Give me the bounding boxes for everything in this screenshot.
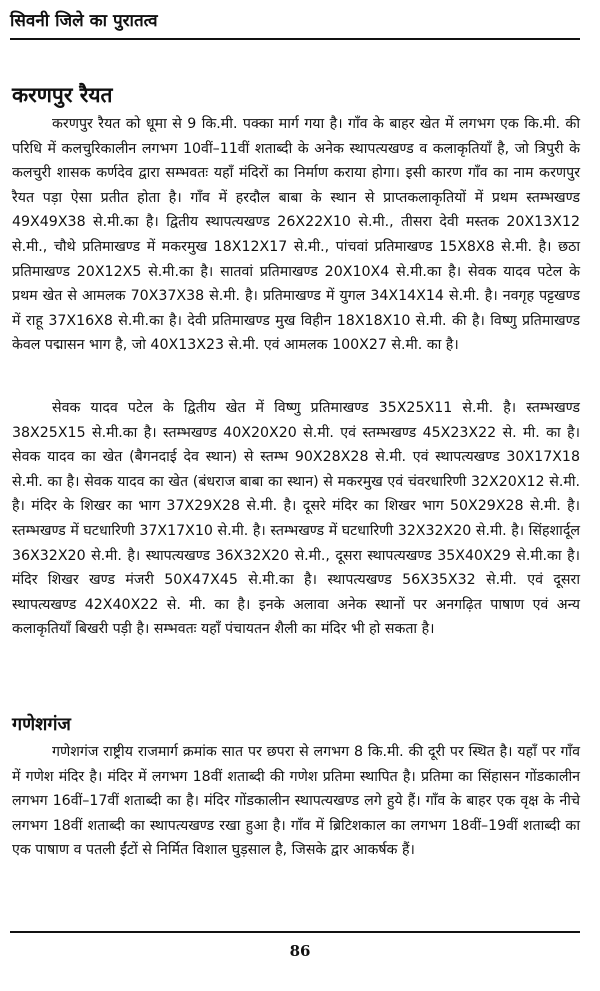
section-heading-karanpur: करणपुर रैयत [12,83,113,107]
footer-rule [10,931,580,933]
paragraph-karanpur-2: सेवक यादव पटेल के द्वितीय खेत में विष्णु प्रतिमाखण्ड 35X25X11 से.मी. है। स्तम्भखण्ड 38X25X15 से.मी.का है। स्तम्भखण्ड 40X20X20 से.मी. एवं स्तम्भखण्ड 45X23X22 से. मी. का है। सेवक यादव का खेत (बैगनदाई देव स्थान) से स्तम्भ 90X28X28 से.मी. एवं स्थापत्यखण्ड 30X17X18 से.मी. का है। सेवक यादव का खेत (बंधराज बाबा का स्थान) से मकरमुख एवं चंवरधारिणी 32X20X12 से.मी. है। मंदिर के शिखर का भाग 37X29X28 से.मी. है। दूसरे मंदिर का शिखर भाग 50X29X28 से.मी. है। स्तम्भखण्ड में घटधारिणी 37X17X10 से.मी. है। स्तम्भखण्ड में घटधारिणी 32X32X20 से.मी. है। सिंहशार्दूल 36X32X20 से.मी. है। स्थापत्यखण्ड 36X32X20 से.मी., दूसरा स्थापत्यखण्ड 35X40X29 से.मी.का है। मंदिर शिखर खण्ड मंजरी 50X47X45 से.मी.का है। स्थापत्यखण्ड 56X35X32 से.मी. एवं दूसरा स्थापत्यखण्ड 42X40X22 से. मी. का है। इनके अलावा अनेक स्थानों पर अनगढ़ित पाषाण एवं अन्य कलाकृतियाँ बिखरी पड़ी है। सम्भवतः यहाँ पंचायतन शैली का मंदिर भी हो सकता है। [12,400,580,638]
running-header: सिवनी जिले का पुरातत्व [10,11,158,31]
page-number: 86 [289,942,311,960]
paragraph-karanpur-1: करणपुर रैयत को धूमा से 9 कि.मी. पक्का मार्ग गया है। गाँव के बाहर खेत में लगभग एक कि.मी. की परिधि में कलचुरिकालीन लगभग 10वीं–11वीं शताब्दी के अनेक स्थापत्यखण्ड व कलाकृतियाँ है, जो त्रिपुरी के कलचुरी शासक कर्णदेव द्वारा सम्भवतः यहाँ मंदिरों का निर्माण कराया होगा। इसी कारण गाँव का नाम करणपुर रैयत पड़ा ऐसा प्रतीत होता है। गाँव में हरदौल बाबा के स्थान से प्राप्तकलाकृतियों में प्रथम स्तम्भखण्ड 49X49X38 से.मी.का है। द्वितीय स्थापत्यखण्ड 26X22X10 से.मी., तीसरा देवी मस्तक 20X13X12 से.मी., चौथे प्रतिमाखण्ड में मकरमुख 18X12X17 से.मी., पांचवां प्रतिमाखण्ड 15X8X8 से.मी. है। छठा प्रतिमाखण्ड 20X12X5 से.मी.का है। सातवां प्रतिमाखण्ड 20X10X4 से.मी.का है। सेवक यादव पटेल के प्रथम खेत से आमलक 70X37X38 से.मी. है। प्रतिमाखण्ड में युगल 34X14X14 से.मी. है। नवगृह पट्टखण्ड में राहू 37X16X8 से.मी.का है। देवी प्रतिमाखण्ड मुख विहीन 18X18X10 से.मी. की है। विष्णु प्रतिमाखण्ड केवल पद्मासन भाग है, जो 40X13X23 से.मी. एवं आमलक 100X27 से.मी. का है। [12,116,580,354]
paragraph-ganeshganj: गणेशगंज राष्ट्रीय राजमार्ग क्रमांक सात पर छपरा से लगभग 8 कि.मी. की दूरी पर स्थित है। यहाँ पर गाँव में गणेश मंदिर है। मंदिर में लगभग 18वीं शताब्दी की गणेश प्रतिमा स्थापित है। प्रतिमा का सिंहासन गोंडकालीन लगभग 16वीं–17वीं शताब्दी का है। मंदिर गोंडकालीन स्थापत्यखण्ड लगे हुये हैं। गाँव के बाहर एक वृक्ष के नीचे लगभग 18वीं शताब्दी का स्थापत्यखण्ड रखा हुआ है। गाँव में ब्रिटिशकाल का लगभग 18वीं–19वीं शताब्दी का एक पाषाण व पतली ईंटों से निर्मित विशाल घुड़साल है, जिसके द्वार आकर्षक हैं। [12,744,580,859]
section-heading-ganeshganj: गणेशगंज [12,714,71,735]
header-rule [10,38,580,40]
